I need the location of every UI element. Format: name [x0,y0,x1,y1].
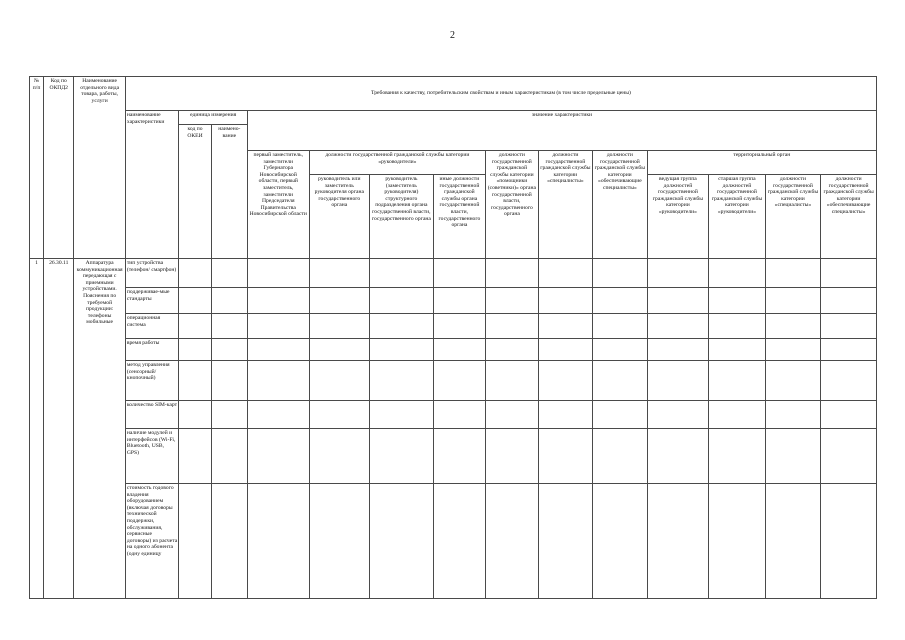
empty-cell [821,314,877,339]
empty-cell [765,314,821,339]
characteristic-cell: поддерживае-мые стандарты [125,288,178,314]
col-header-support: должности государственной гражданской службы категории «обеспечивающие специалисты» [593,151,648,259]
empty-cell [370,361,434,401]
col-header-code: Код по ОКПД2 [44,77,74,259]
empty-cell [486,401,538,429]
empty-cell [247,314,309,339]
empty-cell [821,361,877,401]
empty-cell [179,314,211,339]
empty-cell [179,429,211,484]
empty-cell [247,288,309,314]
col-header-units: единица измерения [179,111,248,125]
table-row [30,429,877,484]
empty-cell [765,339,821,361]
empty-cell [647,288,709,314]
col-header-num: № п/п [30,77,44,259]
col-header-head-body: руководитель или заместитель руководителя органа государственного органа [309,175,370,259]
empty-cell [765,288,821,314]
table-row [30,484,877,599]
empty-cell [179,361,211,401]
empty-cell [647,429,709,484]
empty-cell [486,484,538,599]
empty-cell [433,401,485,429]
empty-cell [486,361,538,401]
empty-cell [538,314,593,339]
page-number: 2 [450,30,455,41]
characteristic-cell: метод управления (сенсорный/ кнопочный) [125,361,178,401]
row-code: 26.30.11 [44,259,74,599]
empty-cell [433,259,485,288]
empty-cell [247,339,309,361]
empty-cell [370,484,434,599]
empty-cell [370,429,434,484]
empty-cell [538,429,593,484]
empty-cell [211,339,247,361]
empty-cell [765,484,821,599]
col-header-t-spec: должности государственной гражданской службы категории «специалисты» [765,175,821,259]
empty-cell [538,361,593,401]
empty-cell [486,429,538,484]
empty-cell [247,361,309,401]
empty-cell [211,401,247,429]
empty-cell [647,401,709,429]
characteristic-cell: тип устройства (телефон/ смартфон) [125,259,178,288]
requirements-table [29,76,877,599]
col-header-requirements: Требования к качеству, потребительским свойствам и иным характеристикам (в том числе предельные цены) [125,77,876,111]
empty-cell [247,429,309,484]
col-header-okei: код по ОКЕИ [179,125,211,259]
empty-cell [593,361,648,401]
empty-cell [647,361,709,401]
empty-cell [211,314,247,339]
empty-cell [247,484,309,599]
empty-cell [486,288,538,314]
empty-cell [593,259,648,288]
empty-cell [593,339,648,361]
empty-cell [433,429,485,484]
empty-cell [709,429,766,484]
col-header-t-support: должности государственной гражданской службы категории «обеспечивающие специалисты» [821,175,877,259]
empty-cell [309,259,370,288]
empty-cell [538,259,593,288]
empty-cell [821,484,877,599]
empty-cell [370,288,434,314]
empty-cell [179,259,211,288]
col-header-specialists: должности государственной гражданской службы категории «специалисты» [538,151,593,259]
empty-cell [247,259,309,288]
empty-cell [709,259,766,288]
empty-cell [433,288,485,314]
empty-cell [179,484,211,599]
empty-cell [538,401,593,429]
empty-cell [593,314,648,339]
empty-cell [486,314,538,339]
table-row [30,361,877,401]
col-header-t-senior: старшая группа должностей государственной гражданской службы категории «руководители» [709,175,766,259]
empty-cell [821,288,877,314]
empty-cell [538,484,593,599]
col-header-unit-name: наимено-вание [211,125,247,259]
table-row [30,401,877,429]
col-header-t-leading: ведущая группа должностей государственной гражданской службы категории «руководители» [647,175,709,259]
empty-cell [593,484,648,599]
empty-cell [309,361,370,401]
empty-cell [593,288,648,314]
empty-cell [370,401,434,429]
empty-cell [433,339,485,361]
group-header-civil: должности государственной гражданской службы категории «руководители» [309,151,486,175]
table-row [30,314,877,339]
characteristic-cell: стоимость годового владения оборудованием (включая договоры технической поддержки, обслуживания, сервисные договоры) из расчета на одного абонента (одну единицу [125,484,178,599]
characteristic-cell: операционная система [125,314,178,339]
empty-cell [593,429,648,484]
empty-cell [765,361,821,401]
empty-cell [211,259,247,288]
empty-cell [179,401,211,429]
empty-cell [433,314,485,339]
empty-cell [593,401,648,429]
table-row [30,339,877,361]
empty-cell [647,339,709,361]
empty-cell [309,288,370,314]
empty-cell [709,288,766,314]
empty-cell [211,288,247,314]
empty-cell [309,401,370,429]
empty-cell [821,259,877,288]
empty-cell [709,339,766,361]
empty-cell [647,484,709,599]
empty-cell [211,361,247,401]
empty-cell [765,259,821,288]
col-header-name: Наименование отдельного вида товара, работы, услуги [74,77,125,259]
row-num: 1 [30,259,44,599]
table-row [30,259,877,288]
empty-cell [179,339,211,361]
characteristic-cell: наличие модулей и интерфейсов (Wi-Fi, Bluetooth, USB, GPS) [125,429,178,484]
characteristic-cell: количество SIM-карт [125,401,178,429]
col-header-head-unit: руководитель (заместитель руководителя) структурного подразделения органа государственной власти, государственного органа [370,175,434,259]
empty-cell [309,429,370,484]
col-header-values: значение характеристики [247,111,876,151]
empty-cell [709,361,766,401]
empty-cell [370,259,434,288]
empty-cell [370,314,434,339]
empty-cell [709,484,766,599]
empty-cell [309,314,370,339]
col-header-char-name: наименование характеристики [125,111,178,259]
empty-cell [765,429,821,484]
empty-cell [486,259,538,288]
table-row [30,288,877,314]
empty-cell [486,339,538,361]
empty-cell [433,361,485,401]
empty-cell [309,339,370,361]
empty-cell [211,429,247,484]
characteristic-cell: время работы [125,339,178,361]
col-header-senior: иные должности государственной гражданской службы органа государственной власти, государственного органа [433,175,485,259]
group-header-territorial: территориальный орган [647,151,876,175]
empty-cell [765,401,821,429]
row-name: Аппаратура коммуникационная передающая с приемными устройствами. Пояснения по требуемой продукции: телефоны мобильные [74,259,125,599]
empty-cell [647,314,709,339]
empty-cell [538,288,593,314]
empty-cell [309,484,370,599]
empty-cell [370,339,434,361]
empty-cell [433,484,485,599]
empty-cell [179,288,211,314]
empty-cell [538,339,593,361]
empty-cell [211,484,247,599]
col-header-helpers: должности государственной гражданской службы категории «помощники (советники)» органа государственной власти, государственного органа [486,151,538,259]
empty-cell [821,429,877,484]
empty-cell [647,259,709,288]
empty-cell [709,401,766,429]
empty-cell [821,339,877,361]
empty-cell [247,401,309,429]
empty-cell [709,314,766,339]
col-header-first-deputy: первый заместитель, заместители Губернатора Новосибирской области, первый заместитель, заместители Председателя Правительства Новосибирской области [247,151,309,259]
empty-cell [821,401,877,429]
